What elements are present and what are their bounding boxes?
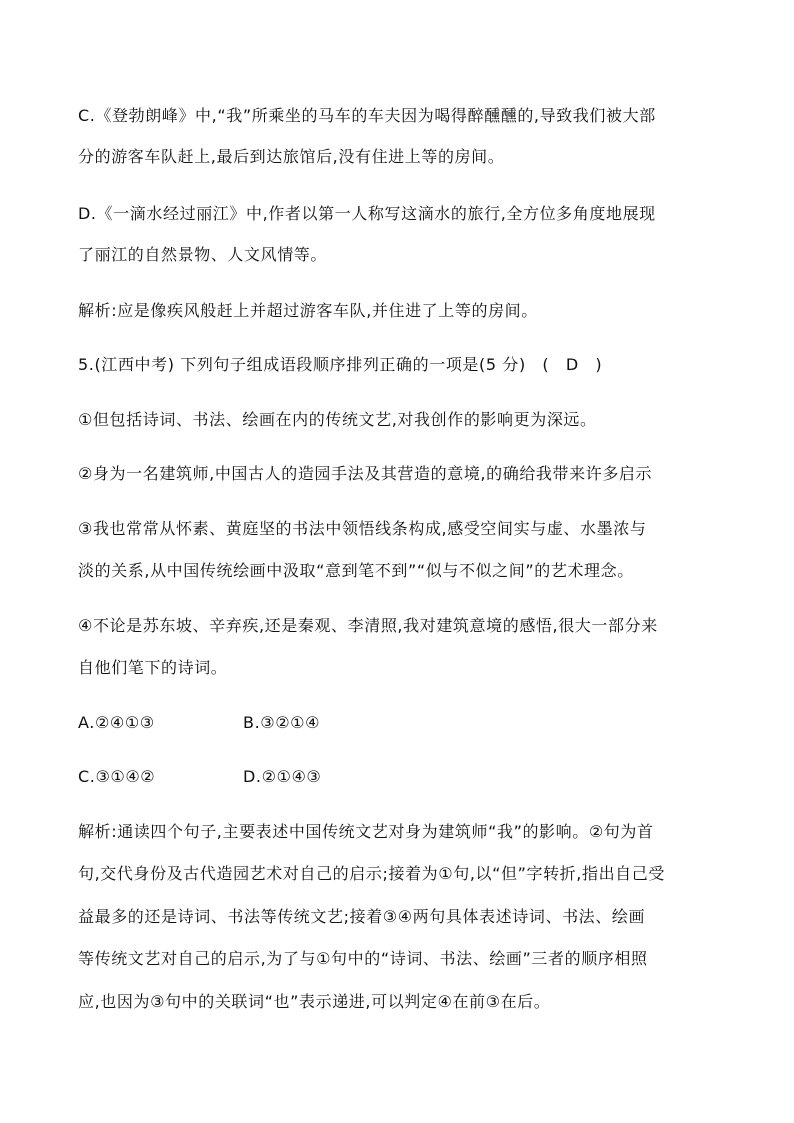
analysis-5-line-3: 益最多的还是诗词、书法等传统文艺;接着③④两句具体表述诗词、书法、绘画 [78, 907, 646, 926]
analysis-4: 解析:应是像疾风般赶上并超过游客车队,并住进了上等的房间。 [78, 301, 538, 320]
sentence-3-line-2: 淡的关系,从中国传统绘画中汲取“意到笔不到”“似与不似之间”的艺术理念。 [78, 561, 634, 580]
choice-c: C.③①④② [78, 767, 156, 786]
sentence-2: ②身为一名建筑师,中国古人的造园手法及其营造的意境,的确给我带来许多启示 [78, 464, 653, 483]
analysis-5-line-5: 应,也因为③句中的关联词“也”表示递进,可以判定④在前③在后。 [78, 992, 551, 1011]
sentence-4-line-2: 自他们笔下的诗词。 [78, 658, 228, 677]
option-c-line-1: C.《登勃朗峰》中,“我”所乘坐的马车的车夫因为喝得醉醺醺的,导致我们被大部 [78, 106, 656, 125]
choice-b: B.③②①④ [243, 713, 321, 732]
option-d-line-1: D.《一滴水经过丽江》中,作者以第一人称写这滴水的旅行,全方位多角度地展现 [78, 204, 656, 223]
option-d-line-2: 了丽江的自然景物、人文风情等。 [78, 245, 328, 264]
analysis-5-line-1: 解析:通读四个句子,主要表述中国传统文艺对身为建筑师“我”的影响。②句为首 [78, 822, 654, 841]
analysis-5-line-2: 句,交代身份及古代造园艺术对自己的启示;接着为①句,以“但”字转折,指出自己受 [78, 864, 665, 883]
sentence-1: ①但包括诗词、书法、绘画在内的传统文艺,对我创作的影响更为深远。 [78, 410, 597, 429]
choice-d: D.②①④③ [243, 767, 322, 786]
option-c-line-2: 分的游客车队赶上,最后到达旅馆后,没有住进上等的房间。 [78, 147, 505, 166]
sentence-4-line-1: ④不论是苏东坡、辛弃疾,还是秦观、李清照,我对建筑意境的感悟,很大一部分来 [78, 616, 658, 635]
question-5-stem: 5.(江西中考) 下列句子组成语段顺序排列正确的一项是(5 分) ( D ) [78, 355, 603, 374]
choice-a: A.②④①③ [78, 713, 155, 732]
analysis-5-line-4: 等传统文艺对自己的启示,为了与①句中的“诗词、书法、绘画”三者的顺序相照 [78, 949, 648, 968]
sentence-3-line-1: ③我也常常从怀素、黄庭坚的书法中领悟线条构成,感受空间实与虚、水墨浓与 [78, 519, 647, 538]
